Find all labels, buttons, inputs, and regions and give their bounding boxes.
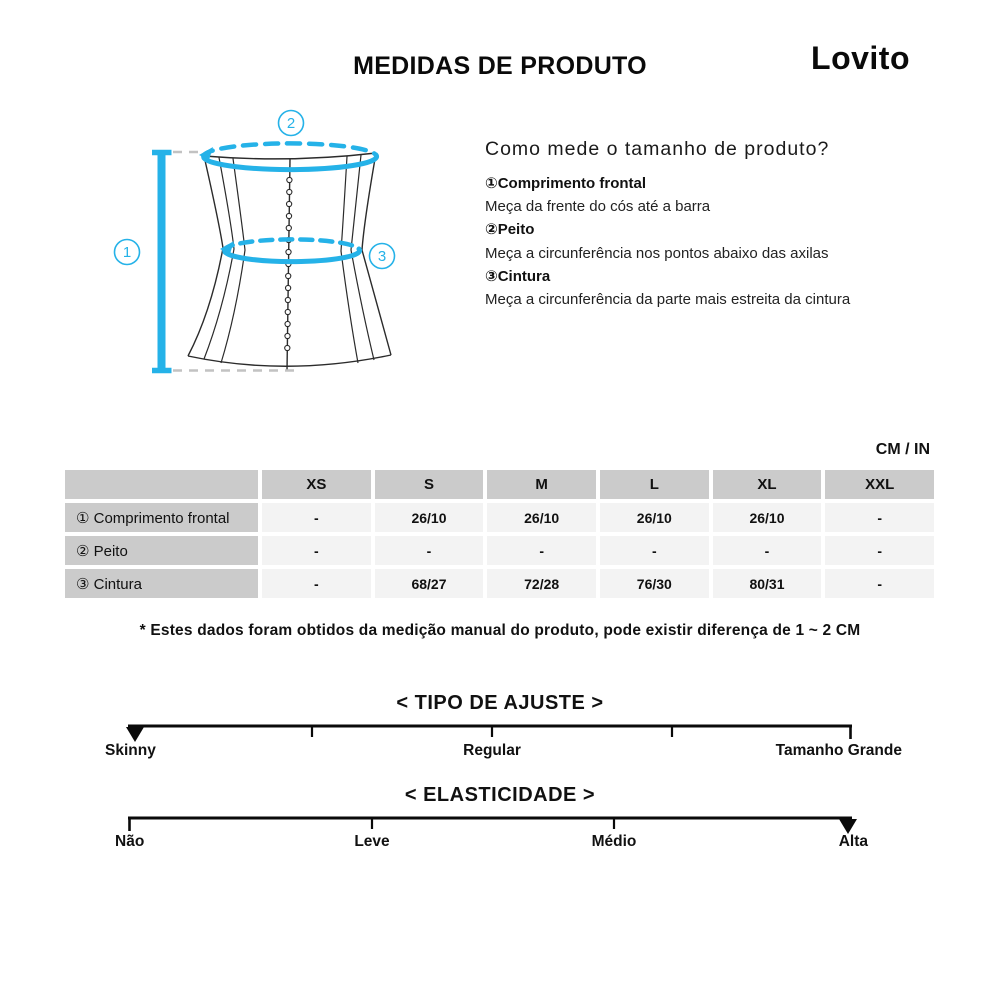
row-label: ③ Cintura <box>65 569 258 598</box>
table-cell: 68/27 <box>375 569 484 598</box>
table-corner-cell <box>65 470 258 499</box>
guide-title: Como mede o tamanho de produto? <box>485 138 830 160</box>
measurement-disclaimer: * Estes dados foram obtidos da medição manual do produto, pode existir diferença de 1 ~ 2 CM <box>139 622 861 639</box>
elasticity-label-nao: Não <box>115 833 145 850</box>
table-cell: - <box>262 536 371 565</box>
size-table <box>65 470 934 598</box>
table-cell: 76/30 <box>600 569 709 598</box>
brand-logo: Lovito <box>811 40 910 76</box>
table-cell: - <box>825 536 934 565</box>
fit-marker-icon <box>126 727 144 742</box>
table-cell: - <box>262 569 371 598</box>
measure-guide <box>485 138 965 311</box>
table-cell: - <box>825 503 934 532</box>
table-cell: - <box>262 503 371 532</box>
elasticity-scale-title: < ELASTICIDADE > <box>404 784 596 806</box>
table-cell: - <box>375 536 484 565</box>
fit-label-regular: Regular <box>463 742 521 759</box>
column-header: L <box>600 470 709 499</box>
table-cell: 26/10 <box>375 503 484 532</box>
column-header: XS <box>262 470 371 499</box>
guide-item-label: ②Peito <box>485 221 535 239</box>
marker-3: 3 <box>377 248 387 265</box>
tape-arrow-icon <box>199 147 213 160</box>
table-cell: - <box>825 569 934 598</box>
table-cell: - <box>713 536 822 565</box>
table-cell: 80/31 <box>713 569 822 598</box>
table-cell: 26/10 <box>487 503 596 532</box>
length-measure-bar <box>152 153 172 371</box>
marker-2: 2 <box>286 115 296 132</box>
guide-item-desc: Meça da frente do cós até a barra <box>485 198 711 216</box>
row-label: ① Comprimento frontal <box>65 503 258 532</box>
guide-item-desc: Meça a circunferência nos pontos abaixo das axilas <box>485 244 829 262</box>
elasticity-label-medio: Médio <box>591 833 637 850</box>
fit-scale-title: < TIPO DE AJUSTE > <box>396 692 604 714</box>
column-header: S <box>375 470 484 499</box>
elasticity-marker-icon <box>839 819 857 834</box>
page-title: MEDIDAS DE PRODUTO <box>353 52 647 80</box>
fit-label-tamanho-grande: Tamanho Grande <box>775 742 902 759</box>
guide-item-label: ③Cintura <box>485 267 551 285</box>
table-cell: - <box>600 536 709 565</box>
elasticity-label-leve: Leve <box>354 833 390 850</box>
garment-measure-diagram <box>100 100 460 400</box>
table-cell: 26/10 <box>600 503 709 532</box>
fit-label-skinny: Skinny <box>105 742 156 759</box>
column-header: XL <box>713 470 822 499</box>
guide-item-label: ①Comprimento frontal <box>485 175 647 192</box>
chest-measure-ellipse <box>199 143 377 169</box>
row-label: ② Peito <box>65 536 258 565</box>
table-cell: - <box>487 536 596 565</box>
elasticity-label-alta: Alta <box>838 833 868 850</box>
table-cell: 26/10 <box>713 503 822 532</box>
column-header: XXL <box>825 470 934 499</box>
unit-label: CM / IN <box>875 441 930 458</box>
column-header: M <box>487 470 596 499</box>
marker-1: 1 <box>122 244 132 261</box>
table-cell: 72/28 <box>487 569 596 598</box>
guide-item-desc: Meça a circunferência da parte mais estreita da cintura <box>485 291 851 309</box>
